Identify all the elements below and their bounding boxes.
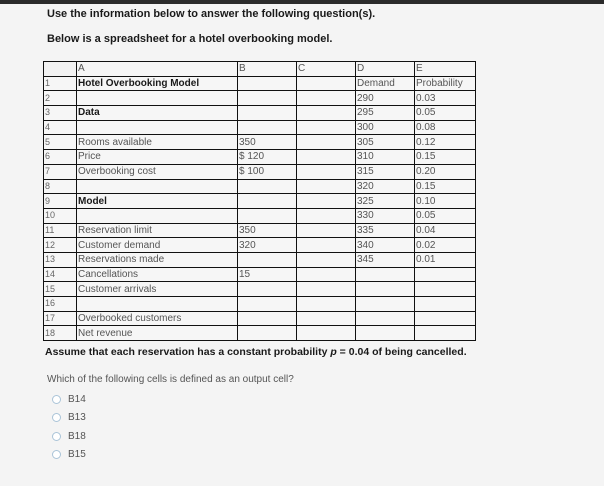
sheet-row [44, 238, 476, 253]
cell-a [77, 179, 238, 194]
assumption-before: Assume that each reservation has a constant probability [45, 346, 331, 358]
cell-b [238, 326, 297, 341]
answer-option[interactable] [52, 447, 86, 461]
row-number-cell: 1 [44, 76, 77, 91]
row-number-cell: 12 [44, 238, 77, 253]
cell-d: 330 [356, 208, 415, 223]
cell-b: 350 [238, 223, 297, 238]
top-border [0, 0, 604, 4]
cell-e: 0.12 [415, 135, 476, 150]
cell-d [356, 282, 415, 297]
cell-a [77, 91, 238, 106]
cell-d: 310 [356, 150, 415, 165]
cell-b [238, 194, 297, 209]
cell-e: 0.15 [415, 150, 476, 165]
cell-e: 0.20 [415, 164, 476, 179]
cell-b [238, 106, 297, 121]
cell-e: 0.15 [415, 179, 476, 194]
cell-a: Overbooking cost [77, 164, 238, 179]
sheet-row [44, 106, 476, 121]
cell-d: 305 [356, 135, 415, 150]
cell-d: 290 [356, 91, 415, 106]
cell-a [77, 208, 238, 223]
cell-a: Rooms available [77, 135, 238, 150]
answer-option[interactable] [52, 392, 86, 406]
cell-a: Net revenue [77, 326, 238, 341]
column-header-b: B [238, 62, 297, 77]
radio-button[interactable] [52, 413, 61, 422]
cell-a: Overbooked customers [77, 311, 238, 326]
radio-button[interactable] [52, 450, 61, 459]
sheet-row [44, 76, 476, 91]
cell-c [297, 179, 356, 194]
sheet-row [44, 150, 476, 165]
row-number-cell: 6 [44, 150, 77, 165]
cell-b [238, 252, 297, 267]
cell-c [297, 150, 356, 165]
sheet-row [44, 208, 476, 223]
cell-d: 340 [356, 238, 415, 253]
instruction-heading: Use the information below to answer the following question(s). [47, 8, 376, 20]
cell-a: Customer arrivals [77, 282, 238, 297]
cell-d [356, 297, 415, 312]
cell-a [77, 120, 238, 135]
cell-d: 315 [356, 164, 415, 179]
row-number-cell: 10 [44, 208, 77, 223]
row-number-cell: 4 [44, 120, 77, 135]
assumption-text [45, 346, 467, 358]
corner-cell [44, 62, 77, 77]
answer-option-label: B14 [68, 393, 86, 405]
cell-d [356, 267, 415, 282]
row-number-cell: 14 [44, 267, 77, 282]
cell-c [297, 208, 356, 223]
cell-c [297, 223, 356, 238]
cell-b: $ 120 [238, 150, 297, 165]
row-number-cell: 9 [44, 194, 77, 209]
cell-d: 320 [356, 179, 415, 194]
cell-d: 295 [356, 106, 415, 121]
column-header-c: C [297, 62, 356, 77]
column-header-a: A [77, 62, 238, 77]
cell-d: 335 [356, 223, 415, 238]
sheet-row [44, 164, 476, 179]
cell-c [297, 135, 356, 150]
cell-b [238, 91, 297, 106]
cell-a [77, 297, 238, 312]
cell-a: Price [77, 150, 238, 165]
cell-a: Cancellations [77, 267, 238, 282]
spreadsheet-intro-heading: Below is a spreadsheet for a hotel overbooking model. [47, 33, 333, 45]
cell-b: 350 [238, 135, 297, 150]
row-number-cell: 8 [44, 179, 77, 194]
cell-b [238, 179, 297, 194]
row-number-cell: 7 [44, 164, 77, 179]
assumption-variable: p [330, 346, 337, 358]
cell-b: $ 100 [238, 164, 297, 179]
cell-b: 320 [238, 238, 297, 253]
cell-e: 0.10 [415, 194, 476, 209]
cell-a: Model [77, 194, 238, 209]
cell-c [297, 311, 356, 326]
cell-c [297, 326, 356, 341]
row-number-cell: 16 [44, 297, 77, 312]
cell-c [297, 238, 356, 253]
cell-c [297, 91, 356, 106]
cell-d: 345 [356, 252, 415, 267]
cell-e [415, 297, 476, 312]
question-text: Which of the following cells is defined as an output cell? [47, 374, 294, 385]
sheet-row [44, 326, 476, 341]
row-number-cell: 17 [44, 311, 77, 326]
cell-e: Probability [415, 76, 476, 91]
cell-c [297, 164, 356, 179]
cell-e [415, 267, 476, 282]
cell-a: Reservation limit [77, 223, 238, 238]
cell-b: 15 [238, 267, 297, 282]
cell-d: 325 [356, 194, 415, 209]
spreadsheet-table [43, 61, 476, 341]
answer-option[interactable] [52, 410, 86, 424]
cell-e: 0.02 [415, 238, 476, 253]
sheet-row [44, 252, 476, 267]
answer-option[interactable] [52, 429, 86, 443]
row-number-cell: 3 [44, 106, 77, 121]
cell-a: Data [77, 106, 238, 121]
cell-c [297, 194, 356, 209]
cell-b [238, 311, 297, 326]
row-number-cell: 13 [44, 252, 77, 267]
cell-e: 0.03 [415, 91, 476, 106]
cell-d: 300 [356, 120, 415, 135]
cell-e: 0.01 [415, 252, 476, 267]
cell-b [238, 282, 297, 297]
cell-a: Hotel Overbooking Model [77, 76, 238, 91]
cell-c [297, 297, 356, 312]
cell-e: 0.04 [415, 223, 476, 238]
cell-d [356, 326, 415, 341]
cell-c [297, 267, 356, 282]
cell-a: Reservations made [77, 252, 238, 267]
radio-button[interactable] [52, 395, 61, 404]
sheet-row [44, 179, 476, 194]
cell-c [297, 282, 356, 297]
cell-d [356, 311, 415, 326]
answer-option-label: B18 [68, 430, 86, 442]
radio-button[interactable] [52, 432, 61, 441]
cell-c [297, 76, 356, 91]
sheet-row [44, 282, 476, 297]
sheet-row [44, 297, 476, 312]
sheet-row [44, 267, 476, 282]
answer-option-label: B13 [68, 411, 86, 423]
cell-d: Demand [356, 76, 415, 91]
cell-b [238, 76, 297, 91]
column-header-row [44, 62, 476, 77]
cell-e: 0.08 [415, 120, 476, 135]
row-number-cell: 5 [44, 135, 77, 150]
answer-option-label: B15 [68, 448, 86, 460]
cell-e [415, 282, 476, 297]
cell-e [415, 311, 476, 326]
cell-e: 0.05 [415, 106, 476, 121]
assumption-after: = 0.04 of being cancelled. [336, 346, 467, 358]
sheet-row [44, 135, 476, 150]
cell-e: 0.05 [415, 208, 476, 223]
sheet-row [44, 223, 476, 238]
cell-c [297, 106, 356, 121]
cell-e [415, 326, 476, 341]
column-header-e: E [415, 62, 476, 77]
cell-c [297, 252, 356, 267]
sheet-row [44, 120, 476, 135]
row-number-cell: 15 [44, 282, 77, 297]
cell-b [238, 120, 297, 135]
cell-b [238, 208, 297, 223]
cell-c [297, 120, 356, 135]
row-number-cell: 11 [44, 223, 77, 238]
cell-b [238, 297, 297, 312]
sheet-row [44, 194, 476, 209]
column-header-d: D [356, 62, 415, 77]
sheet-row [44, 311, 476, 326]
row-number-cell: 2 [44, 91, 77, 106]
sheet-row [44, 91, 476, 106]
row-number-cell: 18 [44, 326, 77, 341]
cell-a: Customer demand [77, 238, 238, 253]
